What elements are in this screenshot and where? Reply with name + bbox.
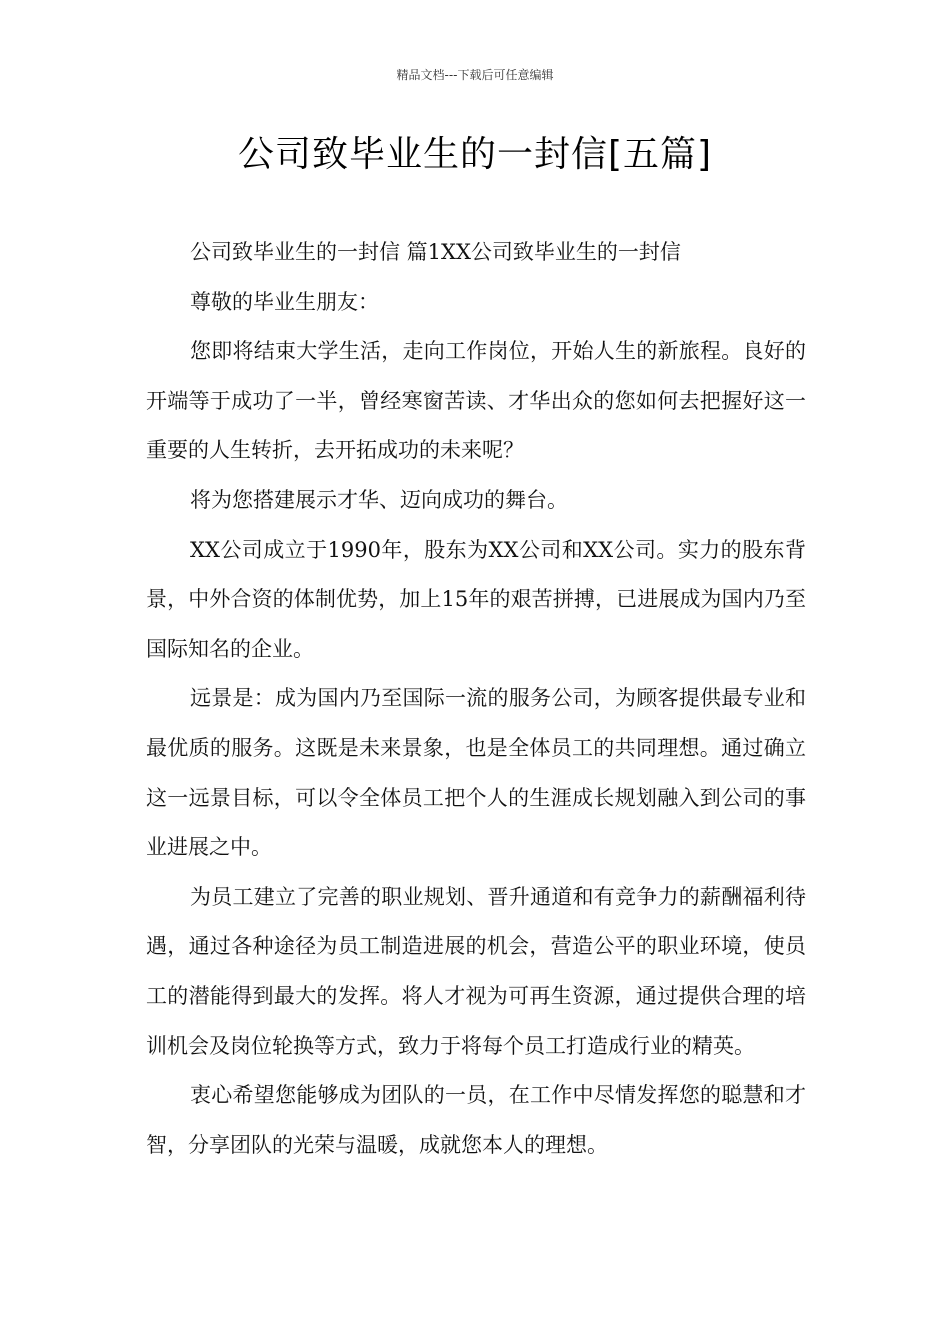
paragraph-vision: 远景是：成为国内乃至国际一流的服务公司，为顾客提供最专业和最优质的服务。这既是未来景象，也是全体员工的共同理想。通过确立这一远景目标，可以令全体员工把个人的生涯成长规划融入到公司的事业进展之中。: [146, 686, 806, 860]
header-note: 精品文档---下载后可任意编辑: [396, 68, 554, 82]
paragraph-employee-development: 为员工建立了完善的职业规划、晋升通道和有竞争力的薪酬福利待遇，通过各种途径为员工制造进展的机会，营造公平的职业环境，使员工的潜能得到最大的发挥。将人才视为可再生资源，通过提供合理的培训机会及岗位轮换等方式，致力于将每个员工打造成行业的精英。: [146, 884, 806, 1058]
document-title: 公司致毕业生的一封信[五篇]: [237, 134, 713, 175]
paragraph-section-heading: 公司致毕业生的一封信 篇1XX公司致毕业生的一封信: [190, 240, 681, 264]
paragraph-intro: 您即将结束大学生活，走向工作岗位，开始人生的新旅程。良好的开端等于成功了一半，曾经寒窗苦读、才华出众的您如何去把握好这一重要的人生转折，去开拓成功的未来呢？: [146, 339, 806, 463]
paragraph-closing-wish: 衷心希望您能够成为团队的一员，在工作中尽情发挥您的聪慧和才智，分享团队的光荣与温暖，成就您本人的理想。: [146, 1083, 806, 1157]
paragraph-company-background: XX公司成立于1990年，股东为XX公司和XX公司。实力的股东背景，中外合资的体制优势，加上15年的艰苦拼搏，已进展成为国内乃至国际知名的企业。: [146, 537, 806, 661]
document-body: [146, 228, 806, 1170]
paragraph-salutation: 尊敬的毕业生朋友：: [190, 289, 379, 314]
paragraph-stage: 将为您搭建展示才华、迈向成功的舞台。: [190, 487, 568, 512]
